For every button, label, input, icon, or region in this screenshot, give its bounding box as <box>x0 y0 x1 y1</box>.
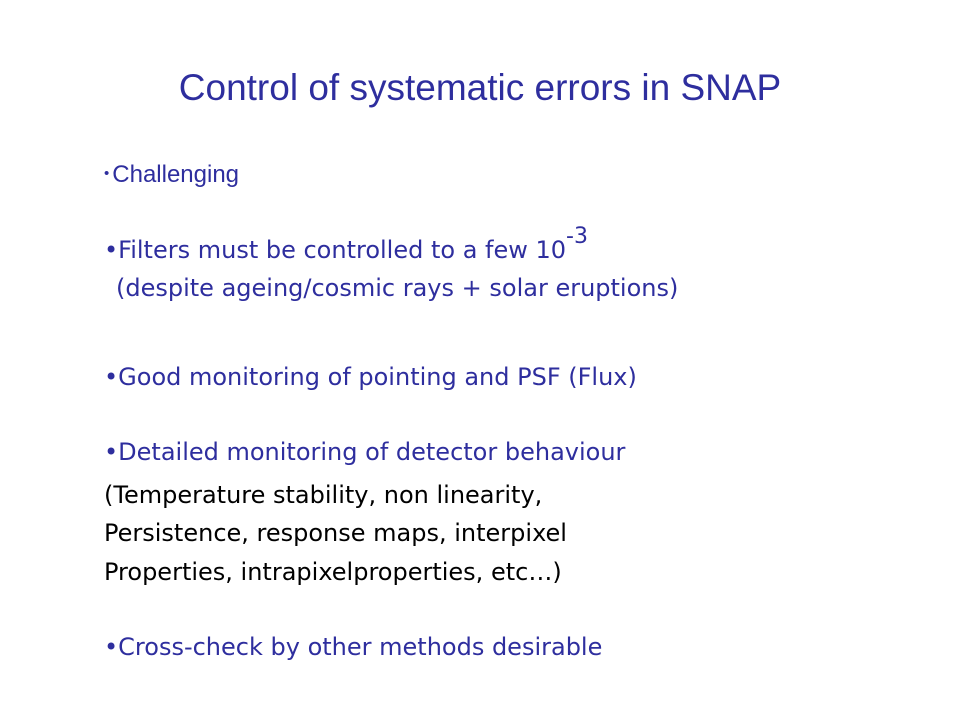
bullet-filters-subtext: (despite ageing/cosmic rays + solar eruptions) <box>116 274 679 302</box>
bullet-filters-text: Filters must be controlled to a few 10 <box>118 236 567 264</box>
bullet-challenging-text: Challenging <box>112 161 240 188</box>
bullet-marker: • <box>104 165 110 182</box>
detector-detail-line-1: (Temperature stability, non linearity, <box>104 481 543 509</box>
bullet-marker: • <box>104 633 119 661</box>
bullet-detector <box>104 437 625 467</box>
detector-detail-line-2: Persistence, response maps, interpixel <box>104 519 567 547</box>
bullet-marker: • <box>104 363 119 391</box>
bullet-filters-exponent: -3 <box>566 224 588 249</box>
bullet-filters <box>104 224 588 265</box>
bullet-crosscheck-text: Cross-check by other methods desirable <box>118 633 603 661</box>
bullet-detector-text: Detailed monitoring of detector behaviour <box>118 438 626 466</box>
detector-detail-line-3: Properties, intrapixelproperties, etc…) <box>104 558 562 586</box>
bullet-monitoring-text: Good monitoring of pointing and PSF (Flux) <box>118 363 637 391</box>
bullet-marker: • <box>104 438 119 466</box>
bullet-crosscheck <box>104 632 602 662</box>
bullet-monitoring <box>104 362 637 392</box>
bullet-challenging <box>104 159 239 190</box>
slide-title: Control of systematic errors in SNAP <box>178 67 782 108</box>
bullet-marker: • <box>104 236 119 264</box>
